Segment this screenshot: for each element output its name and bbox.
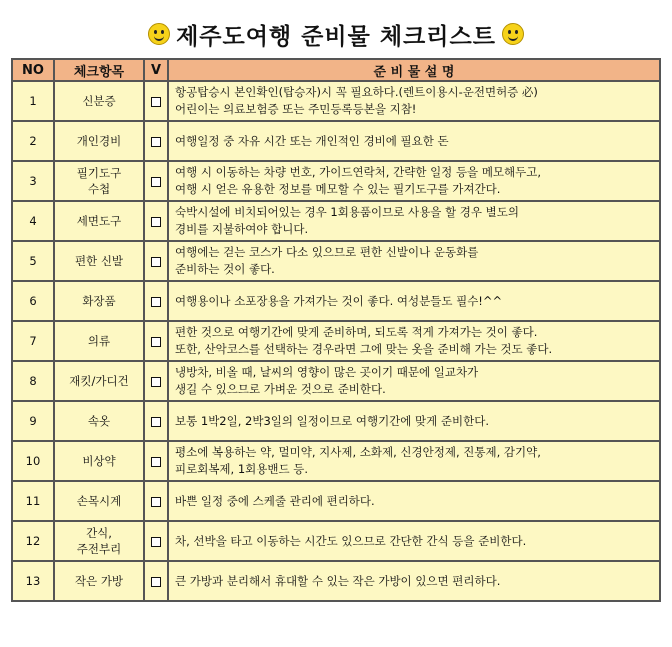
description-line: 편한 것으로 여행기간에 맞게 준비하며, 되도록 적게 가져가는 것이 좋다. bbox=[175, 325, 538, 339]
checkbox-icon[interactable] bbox=[151, 337, 161, 347]
checkbox-icon[interactable] bbox=[151, 417, 161, 427]
smiley-icon bbox=[148, 23, 170, 45]
item-name-line: 필기도구 bbox=[76, 166, 122, 180]
item-name bbox=[54, 561, 144, 601]
item-name bbox=[54, 521, 144, 561]
row-number: 8 bbox=[12, 361, 54, 401]
checkbox-icon[interactable] bbox=[151, 537, 161, 547]
item-description bbox=[168, 161, 660, 201]
item-name bbox=[54, 161, 144, 201]
item-name-line: 비상약 bbox=[82, 454, 116, 468]
check-cell bbox=[144, 321, 168, 361]
item-name bbox=[54, 81, 144, 121]
item-description bbox=[168, 321, 660, 361]
description-line: 차, 선박을 타고 이동하는 시간도 있으므로 간단한 간식 등을 준비한다. bbox=[175, 533, 527, 548]
item-name-line: 재킷/가디건 bbox=[69, 374, 129, 388]
item-name-line: 화장품 bbox=[82, 294, 116, 308]
header-no: NO bbox=[12, 59, 54, 81]
row-number: 7 bbox=[12, 321, 54, 361]
description-line: 여행에는 걷는 코스가 다소 있으므로 편한 신발이나 운동화를 bbox=[175, 245, 479, 259]
item-name-line: 수첩 bbox=[87, 182, 111, 196]
table-row bbox=[12, 81, 660, 121]
item-description bbox=[168, 81, 660, 121]
table-row bbox=[12, 561, 660, 601]
header-row bbox=[12, 59, 660, 81]
checkbox-icon[interactable] bbox=[151, 137, 161, 147]
check-cell bbox=[144, 161, 168, 201]
description-line: 여행 시 이동하는 차량 번호, 가이드연락처, 간략한 일정 등을 메모해두고, bbox=[175, 165, 542, 179]
item-name-line: 개인경비 bbox=[76, 134, 122, 148]
row-number: 12 bbox=[12, 521, 54, 561]
item-name bbox=[54, 361, 144, 401]
table-row bbox=[12, 361, 660, 401]
item-description bbox=[168, 281, 660, 321]
check-cell bbox=[144, 201, 168, 241]
table-row bbox=[12, 321, 660, 361]
item-description bbox=[168, 561, 660, 601]
row-number: 4 bbox=[12, 201, 54, 241]
item-description bbox=[168, 481, 660, 521]
checkbox-icon[interactable] bbox=[151, 257, 161, 267]
description-line: 여행용이나 소포장용을 가져가는 것이 좋다. 여성분들도 필수!^^ bbox=[175, 293, 503, 308]
table-row bbox=[12, 441, 660, 481]
row-number: 11 bbox=[12, 481, 54, 521]
item-name-line: 속옷 bbox=[87, 414, 111, 428]
description-line: 여행일정 중 자유 시간 또는 개인적인 경비에 필요한 돈 bbox=[175, 133, 449, 148]
description-line: 평소에 복용하는 약, 멀미약, 지사제, 소화제, 신경안정제, 진통제, 감기약, bbox=[175, 445, 541, 459]
page-title-text: 제주도여행 준비물 체크리스트 bbox=[176, 23, 496, 50]
row-number: 10 bbox=[12, 441, 54, 481]
check-cell bbox=[144, 241, 168, 281]
row-number: 2 bbox=[12, 121, 54, 161]
table-row bbox=[12, 281, 660, 321]
description-line: 냉방차, 비올 때, 날씨의 영향이 많은 곳이기 때문에 일교차가 bbox=[175, 365, 479, 379]
row-number: 5 bbox=[12, 241, 54, 281]
table-row bbox=[12, 201, 660, 241]
item-name bbox=[54, 481, 144, 521]
row-number: 13 bbox=[12, 561, 54, 601]
check-cell bbox=[144, 81, 168, 121]
checklist-table bbox=[11, 58, 661, 602]
table-row bbox=[12, 481, 660, 521]
check-cell bbox=[144, 481, 168, 521]
item-description bbox=[168, 121, 660, 161]
row-number: 3 bbox=[12, 161, 54, 201]
item-name-line: 주전부리 bbox=[76, 542, 122, 556]
item-name-line: 의류 bbox=[87, 334, 111, 348]
check-cell bbox=[144, 121, 168, 161]
description-line: 바쁜 일정 중에 스케줄 관리에 편리하다. bbox=[175, 493, 375, 508]
item-description bbox=[168, 521, 660, 561]
check-cell bbox=[144, 401, 168, 441]
checkbox-icon[interactable] bbox=[151, 177, 161, 187]
description-line: 보통 1박2일, 2박3일의 일정이므로 여행기간에 맞게 준비한다. bbox=[175, 413, 490, 428]
item-name bbox=[54, 201, 144, 241]
description-line: 어린이는 의료보험증 또는 주민등록등본을 지참! bbox=[175, 102, 417, 116]
page-title bbox=[0, 14, 672, 54]
checkbox-icon[interactable] bbox=[151, 497, 161, 507]
item-name-line: 세면도구 bbox=[76, 214, 122, 228]
item-name-line: 간식, bbox=[86, 526, 112, 540]
description-line: 여행 시 얻은 유용한 정보를 메모할 수 있는 필기도구를 가져간다. bbox=[175, 182, 501, 196]
item-description bbox=[168, 361, 660, 401]
header-item: 체크항목 bbox=[54, 59, 144, 81]
item-name-line: 신분증 bbox=[82, 94, 116, 108]
item-name bbox=[54, 281, 144, 321]
description-line: 경비를 지불하여야 합니다. bbox=[175, 222, 309, 236]
check-cell bbox=[144, 281, 168, 321]
checkbox-icon[interactable] bbox=[151, 577, 161, 587]
item-name bbox=[54, 121, 144, 161]
checkbox-icon[interactable] bbox=[151, 297, 161, 307]
check-cell bbox=[144, 441, 168, 481]
item-name bbox=[54, 241, 144, 281]
item-name-line: 편한 신발 bbox=[74, 254, 124, 268]
table-row bbox=[12, 521, 660, 561]
checkbox-icon[interactable] bbox=[151, 457, 161, 467]
checkbox-icon[interactable] bbox=[151, 217, 161, 227]
description-line: 항공탑승시 본인확인(탑승자)시 꼭 필요하다.(렌트이용시-운전면허증 必) bbox=[175, 85, 538, 99]
check-cell bbox=[144, 561, 168, 601]
item-name bbox=[54, 441, 144, 481]
table-row bbox=[12, 401, 660, 441]
item-name-line: 손목시계 bbox=[76, 494, 122, 508]
row-number: 6 bbox=[12, 281, 54, 321]
item-name bbox=[54, 401, 144, 441]
checkbox-icon[interactable] bbox=[151, 97, 161, 107]
item-name-line: 작은 가방 bbox=[74, 574, 124, 588]
checkbox-icon[interactable] bbox=[151, 377, 161, 387]
header-description: 준 비 물 설 명 bbox=[168, 59, 660, 81]
smiley-icon bbox=[502, 23, 524, 45]
table-row bbox=[12, 161, 660, 201]
check-cell bbox=[144, 521, 168, 561]
description-line: 준비하는 것이 좋다. bbox=[175, 262, 275, 276]
description-line: 또한, 산악코스를 선택하는 경우라면 그에 맞는 옷을 준비해 가는 것도 좋다. bbox=[175, 342, 553, 356]
item-name bbox=[54, 321, 144, 361]
item-description bbox=[168, 201, 660, 241]
description-line: 큰 가방과 분리해서 휴대할 수 있는 작은 가방이 있으면 편리하다. bbox=[175, 573, 501, 588]
item-description bbox=[168, 241, 660, 281]
check-cell bbox=[144, 361, 168, 401]
row-number: 1 bbox=[12, 81, 54, 121]
description-line: 생길 수 있으므로 가벼운 것으로 준비한다. bbox=[175, 382, 386, 396]
table-row bbox=[12, 121, 660, 161]
row-number: 9 bbox=[12, 401, 54, 441]
item-description bbox=[168, 441, 660, 481]
header-check: V bbox=[144, 59, 168, 81]
description-line: 피로회복제, 1회용밴드 등. bbox=[175, 462, 309, 476]
table-row bbox=[12, 241, 660, 281]
item-description bbox=[168, 401, 660, 441]
description-line: 숙박시설에 비치되어있는 경우 1회용품이므로 사용을 할 경우 별도의 bbox=[175, 205, 519, 219]
